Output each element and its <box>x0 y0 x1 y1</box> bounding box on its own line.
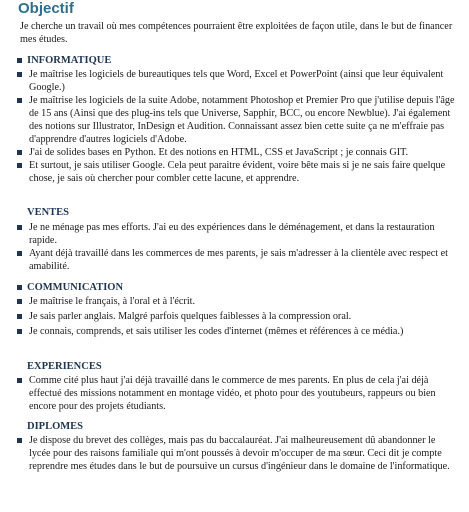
bullet-icon <box>17 314 22 319</box>
bullet-icon <box>17 251 22 256</box>
list-item: Comme cité plus haut j'ai déjà travaillé dans le commerce de mes parents. En plus de cela j'ai déjà effectué des missions notamment en montage vidéo, et photo pour des youtubeurs, rappeurs ou bien encore pour des projets étudiants. <box>16 374 456 413</box>
section-heading-communication: COMMUNICATION <box>27 282 124 293</box>
bullet-icon <box>17 98 22 103</box>
section-square-icon <box>17 58 22 63</box>
communication-list <box>16 295 456 338</box>
bullet-icon <box>17 163 22 168</box>
ventes-list <box>16 221 456 273</box>
list-item: Je maîtrise les logiciels de la suite Adobe, notamment Photoshop et Premier Pro que j'utilise depuis l'âge de 15 ans (Ainsi que des plug-ins tels que Universe, Sapphir, BCC, ou encore Newblue). J'ai également des notions sur Illustrator, InDesign et Audition. Connaissant assez bien cette suite ça ne m'effraie pas d'apprendre d'autres logiciels d'Adobe. <box>16 94 456 146</box>
experiences-list <box>16 374 456 413</box>
bullet-icon <box>17 299 22 304</box>
bullet-icon <box>17 329 22 334</box>
diplomes-list <box>16 434 456 473</box>
bullet-icon <box>17 72 22 77</box>
list-item: Et surtout, je sais utiliser Google. Cela peut paraitre évident, voire bête mais si je ne sais faire quelque chose, je sais où chercher pour combler cette lacune, et apprendre. <box>16 159 456 185</box>
section-heading-informatique: INFORMATIQUE <box>27 55 112 66</box>
section-heading-experiences: EXPERIENCES <box>27 361 102 372</box>
section-heading-ventes: VENTES <box>27 207 70 218</box>
list-item: J'ai de solides bases en Python. Et des notions en HTML, CSS et JavaScript ; je connais GIT. <box>16 146 456 159</box>
list-item: Je maîtrise les logiciels de bureautiques tels que Word, Excel et PowerPoint (ainsi que leur équivalent Google.) <box>16 68 456 94</box>
list-item: Je dispose du brevet des collèges, mais pas du baccalauréat. J'ai malheureusement dû abandonner le lycée pour des raisons familiale qui m'ont poussés à devoir m'occuper de ma sœur. Ceci dit je compte reprendre mes études dans le but de poursuive un cursus d'ingénieur dans le domaine de l'informatique. <box>16 434 456 473</box>
objective-text: Je cherche un travail où mes compétences pourraient être exploitées de façon utile, dans le but de financer mes études. <box>20 21 453 45</box>
list-item: Ayant déjà travaillé dans les commerces de mes parents, je sais m'adresser à la clientèle avec respect et amabilité. <box>16 247 456 273</box>
list-item: Je connais, comprends, et sais utiliser les codes d'internet (mêmes et références à ce média.) <box>16 325 456 338</box>
list-item: Je sais parler anglais. Malgré parfois quelques faiblesses à la compression oral. <box>16 310 456 323</box>
section-heading-diplomes: DIPLOMES <box>27 421 84 432</box>
list-item: Je maîtrise le français, à l'oral et à l'écrit. <box>16 295 456 308</box>
bullet-icon <box>17 438 22 443</box>
bullet-icon <box>17 225 22 230</box>
bullet-icon <box>17 150 22 155</box>
objective-title: Objectif <box>18 0 74 17</box>
bullet-icon <box>17 378 22 383</box>
informatique-list <box>16 68 456 185</box>
section-square-icon <box>17 285 22 290</box>
list-item: Je ne ménage pas mes efforts. J'ai eu des expériences dans le déménagement, et dans la restauration rapide. <box>16 221 456 247</box>
